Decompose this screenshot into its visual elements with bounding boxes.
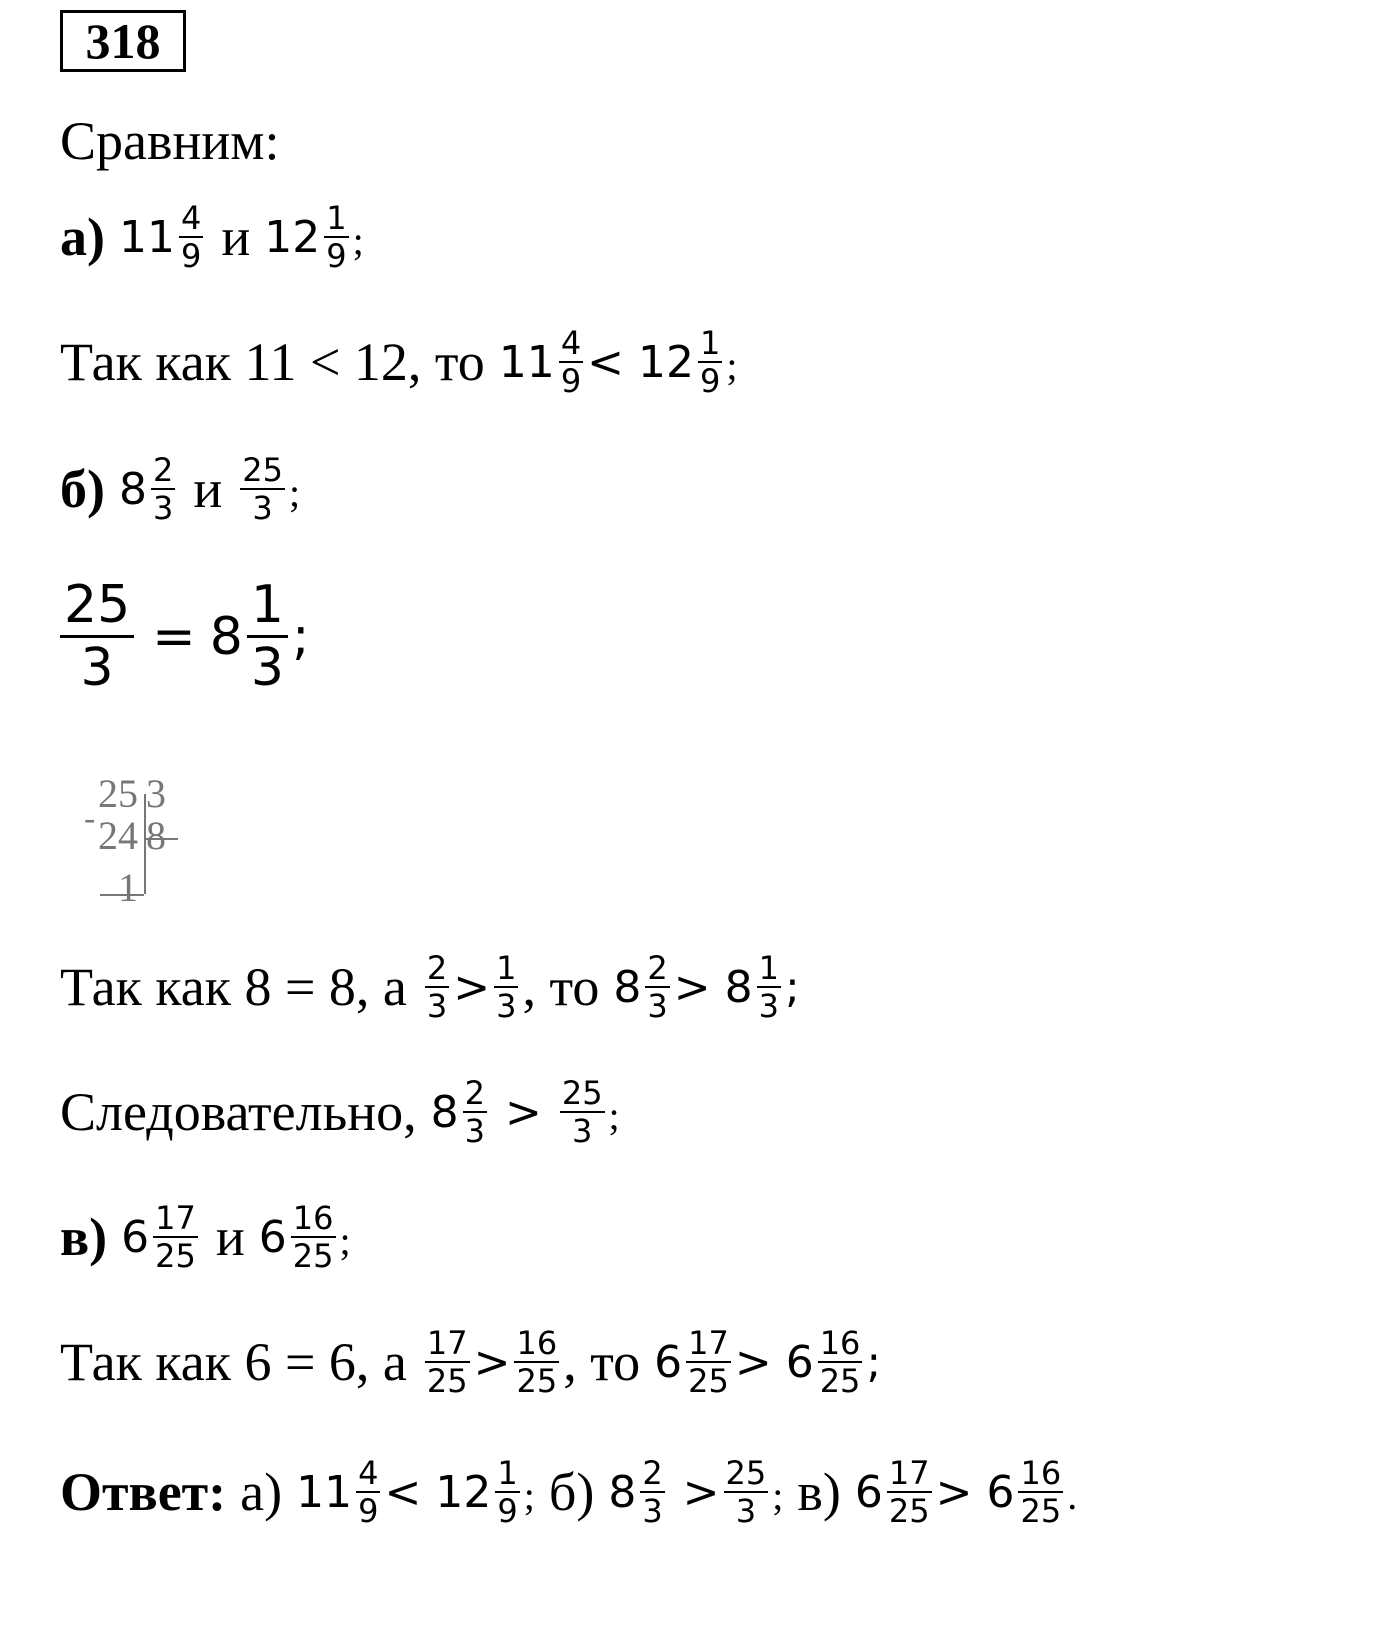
fraction (686, 1325, 731, 1399)
numerator: 2 (647, 949, 668, 987)
whole-number: 6 (258, 1211, 287, 1263)
denominator: 25 (155, 1237, 196, 1275)
reason-text: Так как 8 = 8, а (60, 957, 407, 1017)
fraction (640, 1455, 664, 1529)
relation-sign: > (453, 961, 491, 1013)
fraction (818, 1325, 863, 1399)
denominator: 9 (497, 1492, 518, 1530)
fraction (425, 1325, 470, 1399)
numerator: 25 (64, 575, 131, 635)
part-a-statement (60, 200, 364, 274)
whole-number: 8 (118, 463, 147, 515)
long-division (84, 771, 188, 940)
subtrahend: 24 (98, 813, 138, 858)
numerator: 4 (180, 199, 202, 237)
fraction (757, 950, 781, 1024)
denominator: 3 (426, 987, 448, 1025)
task-number: 318 (60, 10, 186, 72)
answer-line (60, 1455, 1077, 1529)
denominator: 3 (252, 489, 273, 527)
whole-number: 8 (430, 1086, 459, 1138)
fraction (425, 950, 449, 1024)
part-b-label: б) (60, 459, 105, 519)
punctuation: . (1067, 1473, 1078, 1518)
whole-number: 6 (121, 1211, 150, 1263)
relation-sign: > (504, 1086, 542, 1138)
numerator: 25 (242, 451, 283, 489)
whole-number: 8 (209, 606, 243, 667)
denominator: 25 (1020, 1492, 1062, 1530)
answer-part-label: в) (797, 1462, 841, 1522)
denominator: 25 (888, 1492, 930, 1530)
numerator: 25 (561, 1074, 603, 1112)
reason-text: , то (563, 1332, 641, 1392)
denominator: 9 (700, 362, 721, 400)
numerator: 16 (292, 1199, 334, 1237)
whole-number: 8 (724, 961, 753, 1013)
fraction (151, 452, 175, 526)
punctuation: ; (288, 470, 301, 515)
punctuation: ; (352, 218, 364, 263)
remainder: 1 (118, 865, 138, 910)
conjunction: и (215, 1207, 245, 1267)
denominator: 9 (358, 1492, 379, 1530)
fraction (240, 452, 285, 526)
relation-sign: > (734, 1336, 772, 1388)
numerator: 17 (688, 1324, 729, 1362)
denominator: 9 (560, 362, 582, 400)
whole-number: 8 (613, 961, 642, 1013)
fraction (179, 200, 203, 274)
numerator: 1 (497, 1454, 518, 1492)
numerator: 2 (642, 1454, 663, 1492)
numerator: 17 (426, 1324, 468, 1362)
numerator: 1 (326, 199, 347, 237)
fraction (559, 325, 583, 399)
numerator: 2 (426, 949, 448, 987)
fraction (291, 1200, 336, 1274)
denominator: 3 (572, 1112, 593, 1150)
whole-number: 11 (296, 1466, 353, 1518)
part-a-reasoning (60, 325, 738, 399)
fraction (153, 1200, 198, 1274)
denominator: 9 (180, 237, 202, 275)
numerator: 1 (250, 575, 284, 635)
fraction (514, 1325, 559, 1399)
numerator: 25 (725, 1454, 767, 1492)
fraction (60, 575, 134, 698)
whole-number: 12 (264, 211, 321, 263)
punctuation: ; (339, 1218, 351, 1263)
fraction (494, 950, 518, 1024)
answer-part-label: б) (548, 1462, 595, 1522)
denominator: 25 (292, 1237, 334, 1275)
division-quotient-line (144, 838, 178, 840)
part-b-reasoning (60, 950, 800, 1024)
punctuation: ; (291, 606, 310, 667)
relation-sign: > (673, 961, 711, 1013)
division-vertical-line (144, 794, 146, 894)
whole-number: 12 (638, 336, 695, 388)
denominator: 3 (496, 987, 517, 1025)
punctuation: ; (608, 1093, 620, 1138)
punctuation: ; (784, 961, 800, 1013)
part-v-label: в) (60, 1207, 108, 1267)
reason-text: Так как 11 < 12, то (60, 332, 485, 392)
denominator: 25 (688, 1362, 729, 1400)
conclusion-text: Следовательно, (60, 1082, 417, 1142)
intro-text: Сравним: (60, 111, 280, 171)
fraction (463, 1075, 487, 1149)
punctuation: ; (866, 1336, 882, 1388)
numerator: 4 (358, 1454, 379, 1492)
whole-number: 12 (435, 1466, 492, 1518)
whole-number: 8 (608, 1466, 637, 1518)
punctuation: ; (523, 1473, 535, 1518)
numerator: 1 (700, 324, 721, 362)
minus-sign: - (84, 800, 96, 837)
denominator: 3 (250, 638, 284, 698)
part-b-statement (60, 452, 300, 526)
punctuation: ; (726, 343, 738, 388)
relation-sign: < (587, 336, 625, 388)
denominator: 3 (735, 1492, 757, 1530)
fraction (324, 200, 348, 274)
denominator: 3 (758, 987, 779, 1025)
whole-number: 6 (785, 1336, 814, 1388)
punctuation: ; (772, 1473, 784, 1518)
fraction (724, 1455, 769, 1529)
denominator: 3 (642, 1492, 663, 1530)
quotient: 8 (146, 813, 166, 858)
part-v-statement (60, 1200, 351, 1274)
numerator: 17 (888, 1454, 930, 1492)
part-b-conversion (60, 575, 309, 698)
denominator: 3 (80, 638, 114, 698)
conjunction: и (193, 459, 223, 519)
reason-text: Так как 6 = 6, а (60, 1332, 407, 1392)
denominator: 25 (426, 1362, 468, 1400)
answer-label: Ответ: (60, 1462, 227, 1522)
fraction (495, 1455, 519, 1529)
whole-number: 6 (854, 1466, 883, 1518)
relation-sign: > (935, 1466, 973, 1518)
reason-text: , то (522, 957, 600, 1017)
fraction (698, 325, 722, 399)
denominator: 9 (326, 237, 347, 275)
fraction (887, 1455, 932, 1529)
division-subtraction-line (100, 894, 144, 896)
numerator: 2 (464, 1074, 485, 1112)
numerator: 4 (560, 324, 582, 362)
denominator: 25 (819, 1362, 861, 1400)
numerator: 17 (155, 1199, 196, 1237)
part-a-label: а) (60, 207, 105, 267)
whole-number: 11 (498, 336, 555, 388)
whole-number: 6 (654, 1336, 683, 1388)
numerator: 2 (152, 451, 174, 489)
relation-sign: > (682, 1466, 720, 1518)
numerator: 1 (758, 949, 779, 987)
denominator: 3 (152, 489, 174, 527)
whole-number: 6 (986, 1466, 1015, 1518)
fraction (645, 950, 669, 1024)
part-b-conclusion (60, 1075, 620, 1149)
fraction (247, 575, 288, 698)
fraction (560, 1075, 605, 1149)
answer-part-label: а) (240, 1462, 283, 1522)
intro-line (60, 110, 279, 172)
fraction (356, 1455, 380, 1529)
relation-sign: > (473, 1336, 511, 1388)
equals-sign: = (152, 606, 196, 667)
denominator: 25 (516, 1362, 558, 1400)
fraction (1018, 1455, 1063, 1529)
part-v-reasoning (60, 1325, 881, 1399)
numerator: 16 (819, 1324, 861, 1362)
conjunction: и (221, 207, 251, 267)
denominator: 3 (464, 1112, 485, 1150)
numerator: 16 (516, 1324, 558, 1362)
numerator: 16 (1020, 1454, 1062, 1492)
numerator: 1 (496, 949, 517, 987)
dividend: 25 (98, 771, 138, 816)
divisor: 3 (146, 771, 166, 816)
denominator: 3 (647, 987, 668, 1025)
relation-sign: < (384, 1466, 422, 1518)
whole-number: 11 (118, 211, 175, 263)
